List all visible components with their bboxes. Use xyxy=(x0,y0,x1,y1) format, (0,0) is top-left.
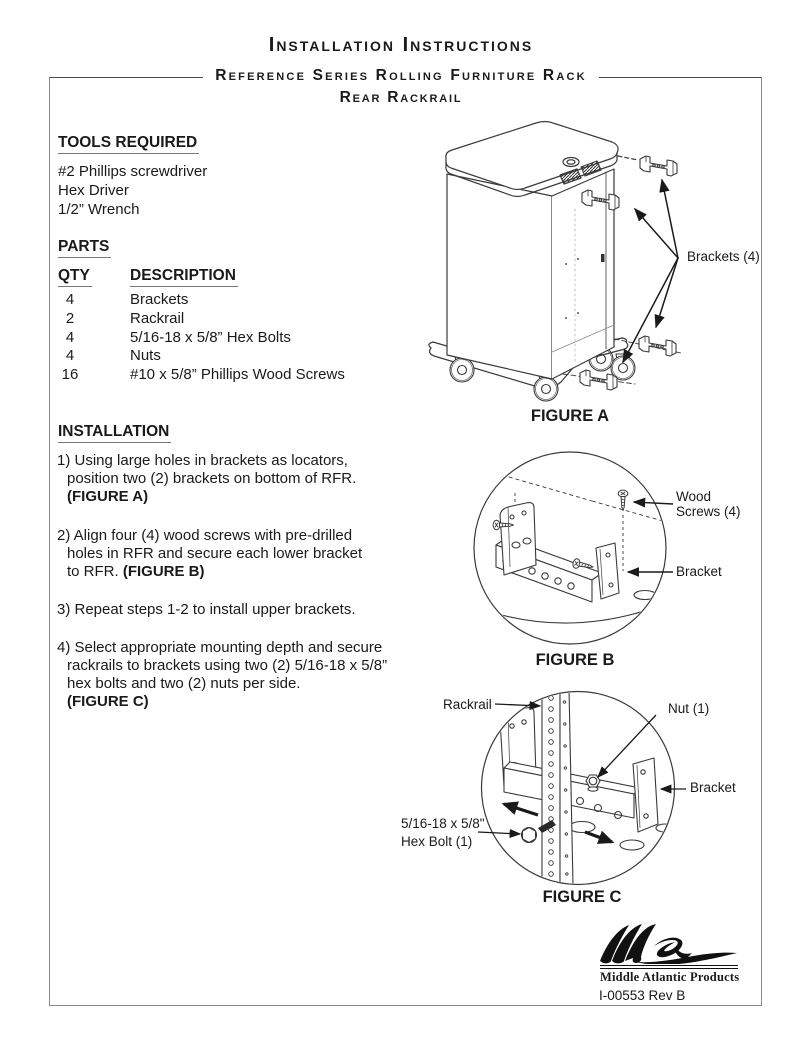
figure-c-hex-bolt-label: 5/16-18 x 5/8" Hex Bolt (1) xyxy=(401,816,485,849)
step-2-line: to RFR. (FIGURE B) xyxy=(67,563,205,580)
installation-heading: INSTALLATION xyxy=(58,423,171,443)
parts-heading: PARTS xyxy=(58,238,111,258)
middle-atlantic-logo-icon xyxy=(598,924,740,964)
bracket-part-icon xyxy=(640,156,677,176)
parts-row: 4 Nuts xyxy=(65,347,161,365)
figure-b-caption: FIGURE B xyxy=(535,651,615,669)
step-2-line: 2) Align four (4) wood screws with pre-drilled xyxy=(57,527,353,544)
page-subtitle-series: Reference Series Rolling Furniture Rack xyxy=(0,67,802,85)
figure-a-brackets-label: Brackets (4) xyxy=(687,249,760,264)
step-1-figure-ref: (FIGURE A) xyxy=(67,488,149,505)
figure-c-rackrail-label: Rackrail xyxy=(443,697,492,712)
bracket-part-icon xyxy=(580,370,617,390)
step-1-line: position two (2) brackets on bottom of RFR. xyxy=(67,470,357,487)
figure-b-wood-screws-label: Wood Screws (4) xyxy=(676,489,741,519)
document-number: I-00553 Rev B xyxy=(599,988,686,1003)
tool-item: 1/2” Wrench xyxy=(58,200,140,218)
step-1-line: 1) Using large holes in brackets as locators, xyxy=(57,452,348,469)
hex-bolt-head-icon xyxy=(523,828,536,843)
step-4-line: hex bolts and two (2) nuts per side. xyxy=(67,675,301,692)
step-2-line: holes in RFR and secure each lower bracket xyxy=(67,545,363,562)
step-4-line: rackrails to brackets using two (2) 5/16-18 x 5/8” xyxy=(67,657,388,674)
parts-table xyxy=(0,291,345,385)
parts-row: 2 Rackrail xyxy=(65,309,185,327)
step-3-line: 3) Repeat steps 1-2 to install upper brackets. xyxy=(57,601,356,618)
figure-c-bracket-label: Bracket xyxy=(690,780,736,795)
parts-col-description: DESCRIPTION xyxy=(130,267,238,287)
parts-row: 4 Brackets xyxy=(65,291,189,308)
tool-item: #2 Phillips screwdriver xyxy=(58,163,208,180)
figure-c-nut-label: Nut (1) xyxy=(668,701,710,716)
figure-b-bracket-label: Bracket xyxy=(676,564,722,579)
caster-wheel-icon xyxy=(534,375,558,401)
parts-row: 4 5/16-18 x 5/8” Hex Bolts xyxy=(65,328,291,346)
page-subtitle-rackrail: Rear Rackrail xyxy=(339,89,463,106)
step-4-line: 4) Select appropriate mounting depth and secure xyxy=(57,639,383,656)
figure-a-caption: FIGURE A xyxy=(530,407,610,425)
page-title: Installation Instructions xyxy=(268,34,534,56)
tools-required-heading: TOOLS REQUIRED xyxy=(58,134,199,154)
figure-c-caption: FIGURE C xyxy=(542,888,622,906)
step-4-figure-ref: (FIGURE C) xyxy=(67,693,149,710)
brand-name: Middle Atlantic Products xyxy=(600,970,740,984)
step-2-figure-ref: (FIGURE B) xyxy=(122,563,205,580)
tools-list xyxy=(58,163,207,219)
parts-row: 16 #10 x 5/8” Phillips Wood Screws xyxy=(61,366,345,384)
logo-rule xyxy=(600,965,738,969)
bracket-part-icon xyxy=(639,336,676,356)
tool-item: Hex Driver xyxy=(58,181,129,199)
figure-b-bracket-detail-drawing xyxy=(440,445,770,650)
parts-col-qty: QTY xyxy=(58,267,92,287)
